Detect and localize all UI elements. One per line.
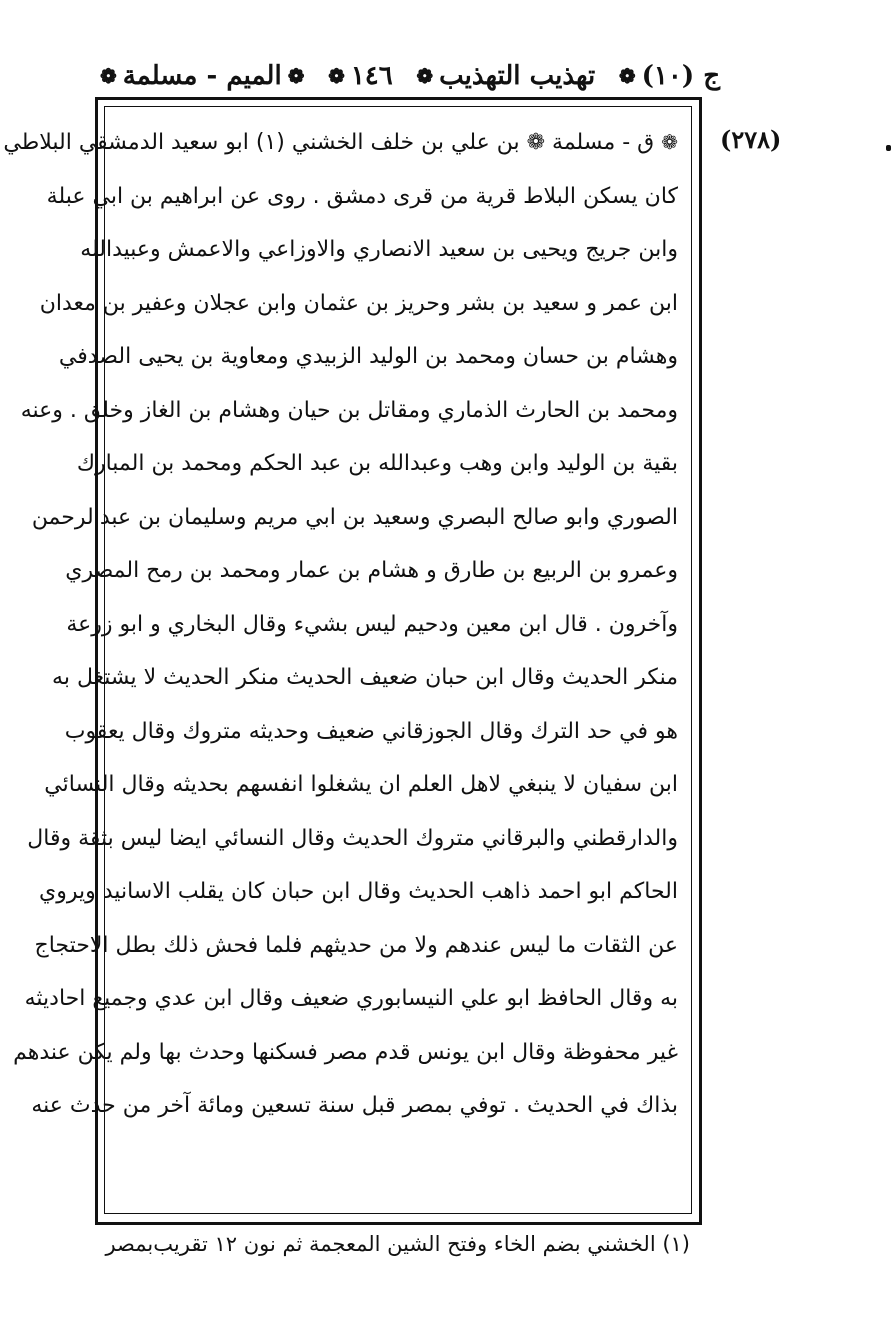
text-line: الصوري وابو صالح البصري وسعيد بن ابي مريم وسليمان بن عبدالرحمن: [31, 504, 678, 530]
footnote-text: (١) الخشني بضم الخاء وفتح الشين المعجمة ثم نون ١٢ تقريب: [153, 1232, 690, 1256]
text-line: الحاكم ابو احمد ذاهب الحديث وقال ابن حبان كان يقلب الاسانيد ويروي: [39, 879, 678, 904]
text-line: وعمرو بن الربيع بن طارق و هشام بن عمار ومحمد بن رمح المصري: [65, 558, 678, 583]
text-line: هو في حد الترك وقال الجوزقاني ضعيف وحديثه متروك وقال يعقوب: [64, 718, 678, 744]
header-volume-group: [619, 61, 720, 91]
section-label: الميم - مسلمة: [122, 61, 282, 91]
footnote: [105, 1232, 690, 1256]
text-line: بقية بن الوليد وابن وهب وعبدالله بن عبد الحكم ومحمد بن المبارك: [76, 451, 678, 476]
text-line: والدارقطني والبرقاني متروك الحديث وقال النسائي ايضا ليس بثقة وقال: [27, 825, 678, 851]
header-title-group: [416, 61, 595, 91]
text-line: عن الثقات ما ليس عندهم ولا من حديثهم فلما فحش ذلك بطل الاحتجاج: [34, 932, 678, 958]
entry-number: (٢٧٨): [720, 125, 782, 154]
text-line: ومحمد بن الحارث الذماري ومقاتل بن حيان وهشام بن الغاز وخلق . وعنه: [20, 397, 678, 423]
text-line: وابن جريج ويحيى بن سعيد الانصاري والاوزاعي والاعمش وعبيدالله: [80, 237, 678, 262]
ornament-icon: ❁: [328, 64, 345, 88]
text-line: وآخرون . قال ابن معين ودحيم ليس بشيء وقال البخاري و ابو زرعة: [66, 611, 678, 637]
text-line: كان يسكن البلاط قرية من قرى دمشق . روى عن ابراهيم بن ابي عبلة: [46, 183, 678, 209]
text-line: بذاك في الحديث . توفي بمصر قبل سنة تسعين ومائة آخر من حدث عنه: [31, 1093, 678, 1118]
book-title: تهذيب التهذيب: [439, 61, 596, 91]
margin-mark: [886, 145, 891, 151]
ornament-icon: ❁: [416, 64, 434, 88]
ornament-icon: ❁: [100, 64, 117, 88]
ornament-icon: ❁: [287, 64, 305, 88]
ornament-icon: ❁: [618, 64, 636, 88]
volume-label: ج (١٠): [641, 61, 720, 91]
text-line: به وقال الحافظ ابو علي النيسابوري ضعيف وقال ابن عدي وجميع احاديثه: [24, 986, 678, 1011]
text-line-content: ق - مسلمة ❁ بن علي بن خلف الخشني (١) ابو سعيد الدمشقي البلاطي: [3, 130, 655, 155]
catchword: بمصر: [105, 1232, 154, 1256]
text-line: [3, 116, 678, 170]
header-page-group: [328, 61, 393, 91]
entry-text: [3, 116, 678, 1133]
header-section-group: [100, 61, 304, 91]
text-line: غير محفوظة وقال ابن يونس قدم مصر فسكنها وحدث بها ولم يكن عندهم: [13, 1039, 678, 1065]
text-line: منكر الحديث وقال ابن حبان ضعيف الحديث منكر الحديث لا يشتغل به: [52, 665, 678, 690]
ornament-icon: ❁: [661, 130, 678, 154]
text-line: وهشام بن حسان ومحمد بن الوليد الزبيدي ومعاوية بن يحيى الصدفي: [58, 344, 678, 369]
page-number: ١٤٦: [350, 61, 393, 91]
text-line: ابن سفيان لا ينبغي لاهل العلم ان يشغلوا انفسهم بحديثه وقال النسائي: [44, 772, 678, 797]
text-line: ابن عمر و سعيد بن بشر وحريز بن عثمان وابن عجلان وعفير بن معدان: [39, 290, 678, 316]
running-header: [100, 58, 720, 94]
